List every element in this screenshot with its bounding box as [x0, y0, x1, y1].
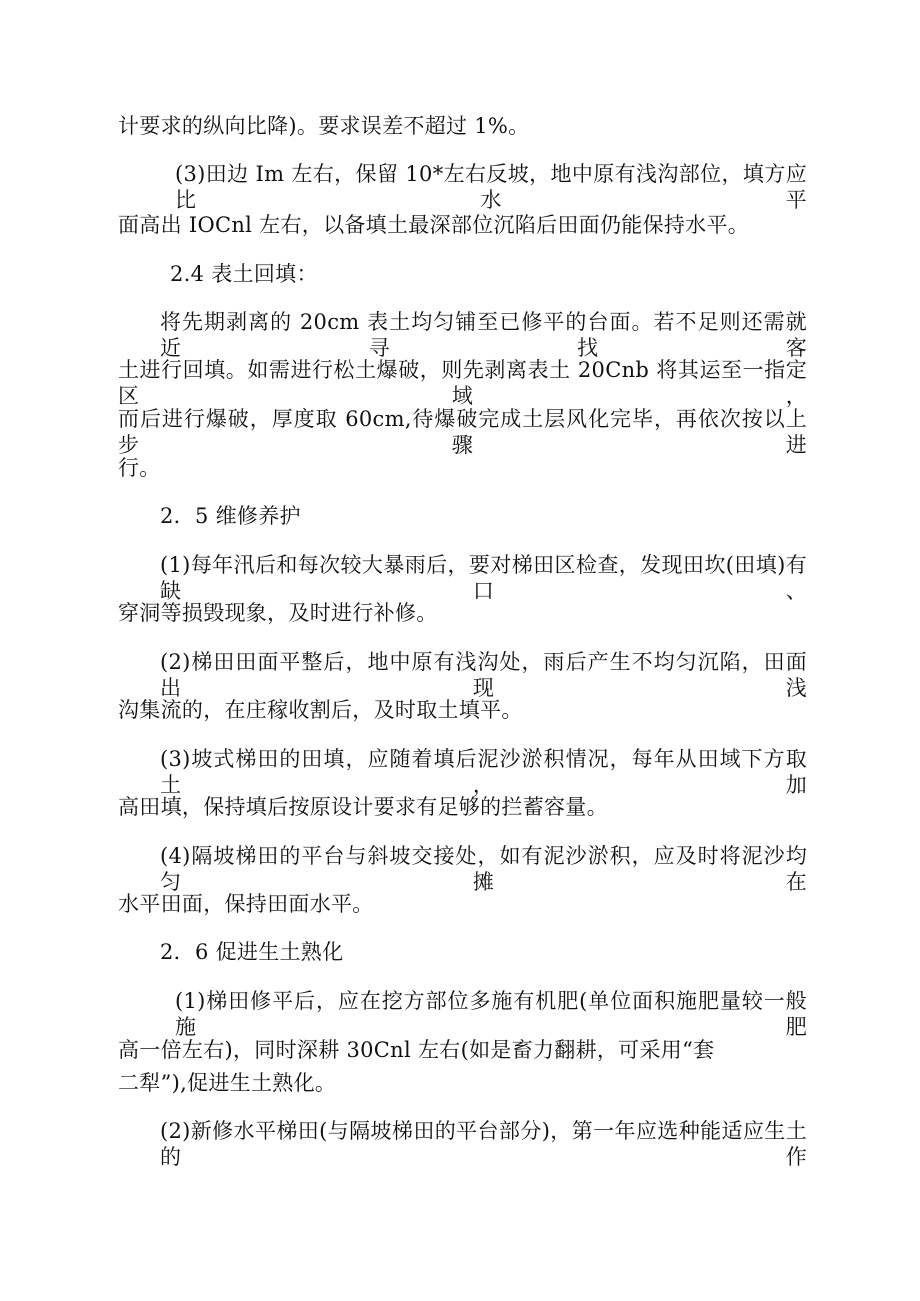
text-line: (4)隔坡梯田的平台与斜坡交接处，如有泥沙淤积，应及时将泥沙均匀摊在: [160, 844, 807, 894]
text-line: 土进行回填。如需进行松土爆破，则先剥离表土 20Cnb 将其运至一指定区域，: [118, 358, 807, 408]
text-line: 而后进行爆破，厚度取 60cm,待爆破完成土层风化完毕，再依次按以上步骤进: [118, 407, 807, 457]
section-heading: 2．5 维修养护: [160, 504, 301, 528]
text-line: 穿洞等损毁现象，及时进行补修。: [118, 601, 438, 625]
text-line: 计要求的纵向比降)。要求误差不超过 1%。: [118, 114, 530, 138]
text-line: (2)梯田田面平整后，地中原有浅沟处，雨后产生不均匀沉陷，田面出现浅: [160, 650, 807, 700]
text-line: 沟集流的，在庄稼收割后，及时取土填平。: [118, 698, 523, 722]
text-line: (1)每年汛后和每次较大暴雨后，要对梯田区检查，发现田坎(田填)有缺口、: [160, 553, 807, 603]
text-line: (3)田边 Im 左右，保留 10*左右反坡，地中原有浅沟部位，填方应比水平: [175, 162, 807, 212]
text-line: (1)梯田修平后，应在挖方部位多施有机肥(单位面积施肥量较一般施肥: [175, 989, 807, 1039]
text-line: 水平田面，保持田面水平。: [118, 892, 374, 916]
text-line: 面高出 IOCnl 左右，以备填土最深部位沉陷后田面仍能保持水平。: [118, 213, 750, 237]
text-line: (2)新修水平梯田(与隔坡梯田的平台部分)，第一年应选种能适应生土的作: [160, 1119, 807, 1169]
text-line: (3)坡式梯田的田填，应随着填后泥沙淤积情况，每年从田域下方取土，加: [160, 747, 807, 797]
text-line: 行。: [118, 456, 161, 480]
section-heading: 2.4 表土回填：: [170, 262, 318, 286]
text-line: 二犁”),促进生土熟化。: [118, 1071, 337, 1095]
text-line: 高一倍左右)，同时深耕 30Cnl 左右(如是畜力翻耕，可采用“套: [118, 1038, 715, 1062]
text-line: 将先期剥离的 20cm 表土均匀铺至已修平的台面。若不足则还需就近寻找客: [160, 310, 807, 360]
section-heading: 2．6 促进生土熟化: [160, 940, 344, 964]
text-line: 高田填，保持填后按原设计要求有足够的拦蓄容量。: [118, 795, 608, 819]
